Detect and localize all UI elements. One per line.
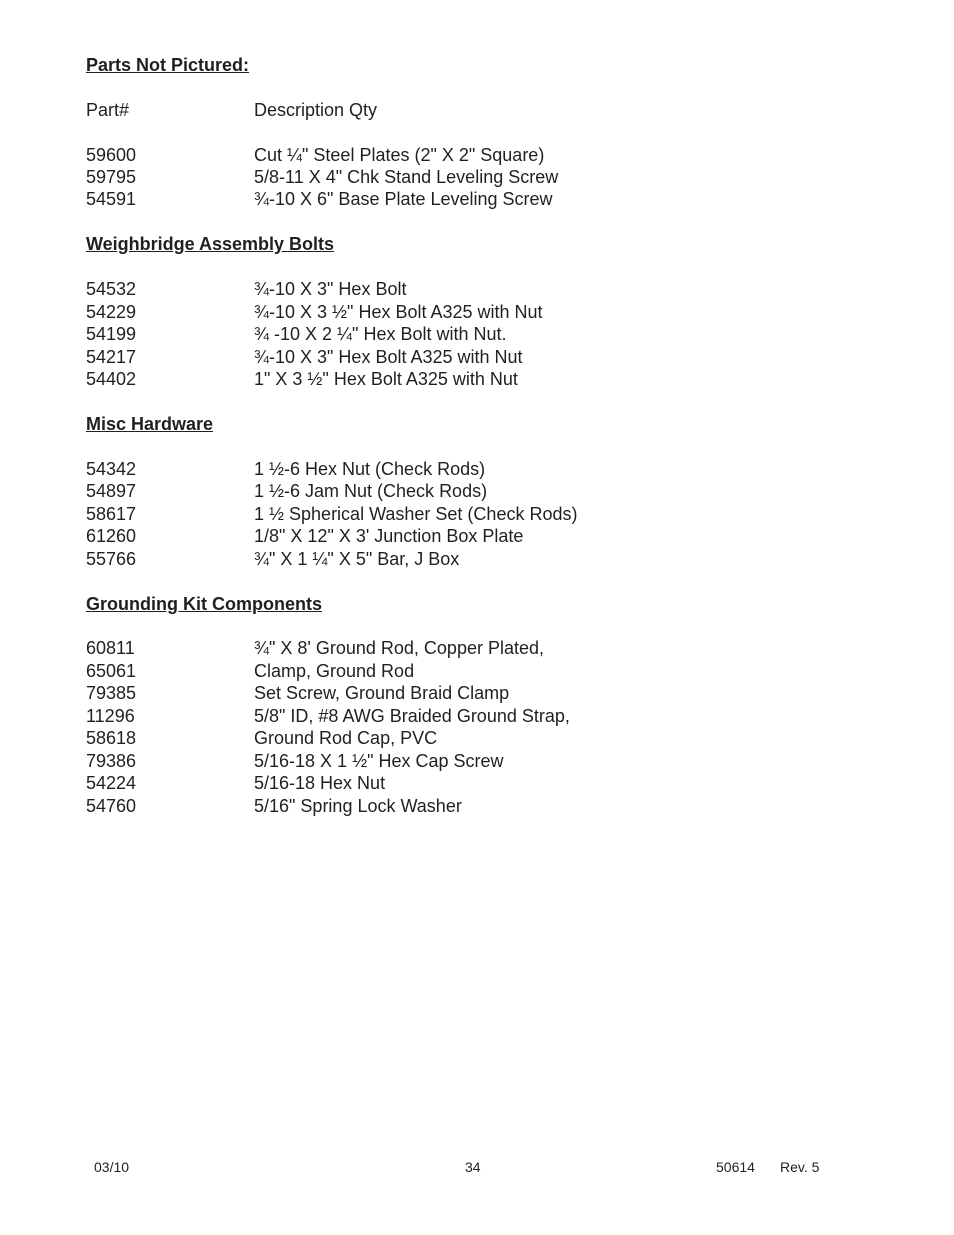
column-header-part: Part# <box>86 100 130 120</box>
part-number: 79385 <box>86 683 137 703</box>
part-description: 1 ½-6 Hex Nut (Check Rods) <box>254 459 486 479</box>
part-description: Clamp, Ground Rod <box>254 661 415 681</box>
part-number: 59600 <box>86 145 137 165</box>
part-number: 55766 <box>86 549 137 569</box>
part-number: 54591 <box>86 189 137 209</box>
part-description: ¾" X 1 ¼" X 5" Bar, J Box <box>254 549 460 569</box>
footer-page-number: 34 <box>465 1159 481 1175</box>
part-number: 54342 <box>86 459 137 479</box>
part-number: 54224 <box>86 773 137 793</box>
part-description: 1 ½ Spherical Washer Set (Check Rods) <box>254 504 578 524</box>
part-number: 54229 <box>86 302 137 322</box>
part-number: 58617 <box>86 504 137 524</box>
part-description: 5/16" Spring Lock Washer <box>254 796 462 816</box>
section-heading-misc-hardware: Misc Hardware <box>86 414 214 434</box>
part-number: 54402 <box>86 369 137 389</box>
part-number: 54760 <box>86 796 137 816</box>
section-heading-grounding-kit: Grounding Kit Components <box>86 594 322 614</box>
part-description: ¾ -10 X 2 ¼" Hex Bolt with Nut. <box>254 324 507 344</box>
part-description: 5/8-11 X 4" Chk Stand Leveling Screw <box>254 167 559 187</box>
part-description: ¾-10 X 3" Hex Bolt A325 with Nut <box>254 347 523 367</box>
section-heading-parts-not-pictured: Parts Not Pictured: <box>86 55 250 75</box>
part-number: 54199 <box>86 324 137 344</box>
part-description: Ground Rod Cap, PVC <box>254 728 438 748</box>
part-description: 5/16-18 X 1 ½" Hex Cap Screw <box>254 751 504 771</box>
part-description: 5/8" ID, #8 AWG Braided Ground Strap, <box>254 706 570 726</box>
part-number: 65061 <box>86 661 137 681</box>
part-number: 59795 <box>86 167 137 187</box>
part-number: 60811 <box>86 638 135 658</box>
part-description: Set Screw, Ground Braid Clamp <box>254 683 510 703</box>
footer-date: 03/10 <box>94 1159 130 1175</box>
footer-doc-number: 50614 <box>716 1159 755 1175</box>
part-description: Cut ¼" Steel Plates (2" X 2" Square) <box>254 145 545 165</box>
part-number: 61260 <box>86 526 137 546</box>
section-heading-weighbridge: Weighbridge Assembly Bolts <box>86 234 335 254</box>
part-description: ¾" X 8' Ground Rod, Copper Plated, <box>254 638 544 658</box>
part-number: 54532 <box>86 279 137 299</box>
part-description: ¾-10 X 6" Base Plate Leveling Screw <box>254 189 553 209</box>
part-number: 54897 <box>86 481 137 501</box>
column-header-description: Description Qty <box>254 100 378 120</box>
part-number: 58618 <box>86 728 137 748</box>
part-number: 79386 <box>86 751 137 771</box>
part-description: 5/16-18 Hex Nut <box>254 773 386 793</box>
part-description: 1" X 3 ½" Hex Bolt A325 with Nut <box>254 369 518 389</box>
part-description: 1/8" X 12" X 3' Junction Box Plate <box>254 526 524 546</box>
part-number: 54217 <box>86 347 137 367</box>
part-number: 11296 <box>86 706 135 726</box>
footer-revision: Rev. 5 <box>780 1159 820 1175</box>
part-description: 1 ½-6 Jam Nut (Check Rods) <box>254 481 488 501</box>
part-description: ¾-10 X 3 ½" Hex Bolt A325 with Nut <box>254 302 543 322</box>
part-description: ¾-10 X 3" Hex Bolt <box>254 279 407 299</box>
